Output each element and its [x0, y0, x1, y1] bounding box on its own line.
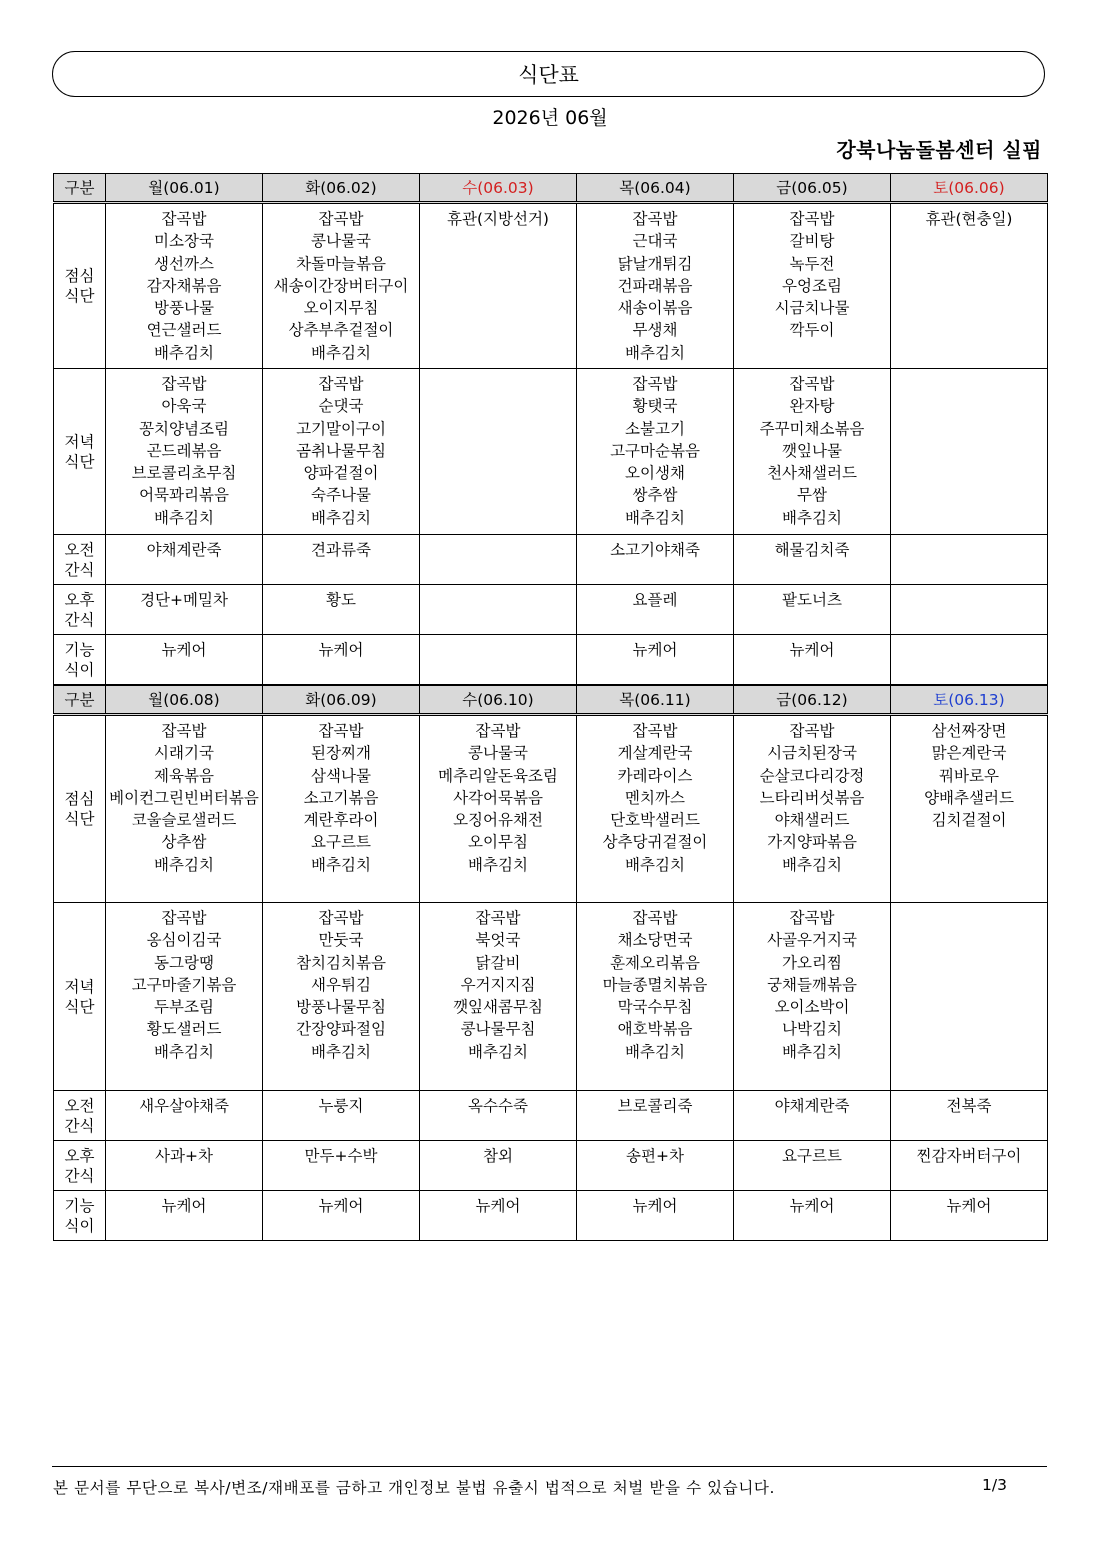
lunch-cell	[263, 715, 420, 903]
menu-item: 뉴케어	[475, 1197, 521, 1215]
week-1-menu-table	[53, 173, 1048, 685]
menu-item: 사각어묵볶음	[453, 788, 543, 807]
menu-item: 차돌마늘볶음	[296, 254, 386, 273]
menu-item: 견과류죽	[311, 541, 371, 559]
menu-item: 계란후라이	[303, 811, 379, 830]
pm-snack-row	[54, 1141, 1048, 1191]
lunch-cell	[106, 203, 263, 369]
dinner-cell	[106, 903, 263, 1091]
menu-item: 상추당귀겉절이	[602, 833, 708, 852]
menu-item: 옥수수죽	[468, 1097, 528, 1115]
lunch-cell	[420, 715, 577, 903]
menu-item: 간장양파절임	[296, 1020, 386, 1039]
func-meal-cell	[263, 1191, 420, 1241]
menu-item: 송편+차	[626, 1147, 684, 1165]
menu-item: 요구르트	[311, 833, 371, 852]
row-label-line: 오전	[64, 540, 95, 559]
day-header: 목(06.11)	[577, 686, 734, 715]
dinner-cell	[106, 369, 263, 535]
menu-item: 잡곡밥	[475, 722, 521, 740]
menu-item: 미소장국	[154, 232, 214, 251]
lunch-row-label	[54, 715, 106, 903]
pm-snack-row-label	[54, 585, 106, 635]
menu-item: 갈비탕	[789, 232, 835, 251]
menu-item: 건파래볶음	[617, 276, 693, 295]
menu-item: 요구르트	[782, 1147, 842, 1165]
menu-item: 감자채볶음	[146, 276, 222, 295]
menu-item: 콩나물국	[311, 232, 371, 251]
am-snack-cell	[420, 535, 577, 585]
pm-snack-cell	[891, 1141, 1048, 1191]
dinner-row	[54, 903, 1048, 1091]
dinner-cell	[420, 369, 577, 535]
row-label-line: 간식	[64, 610, 95, 629]
menu-item: 배추김치	[625, 855, 685, 874]
menu-item: 단호박샐러드	[610, 811, 700, 830]
menu-item: 깍두이	[789, 321, 835, 340]
menu-item: 야채계란죽	[146, 541, 222, 559]
menu-item: 꿔바로우	[939, 766, 999, 785]
menu-item: 연근샐러드	[146, 321, 222, 340]
menu-item: 야채계란죽	[774, 1097, 850, 1115]
header-label: 구분	[54, 174, 106, 203]
func-meal-cell	[734, 635, 891, 685]
menu-item: 배추김치	[625, 1042, 685, 1061]
menu-item: 양배추샐러드	[924, 788, 1014, 807]
menu-item: 배추김치	[468, 855, 528, 874]
menu-item: 배추김치	[311, 1042, 371, 1061]
func-meal-row	[54, 1191, 1048, 1241]
menu-item: 야채샐러드	[774, 811, 850, 830]
lunch-cell	[577, 715, 734, 903]
am-snack-cell	[106, 535, 263, 585]
pm-snack-cell	[263, 585, 420, 635]
row-label-line: 오후	[64, 1146, 95, 1165]
row-label-line: 오전	[64, 1096, 95, 1115]
menu-item: 황탯국	[632, 397, 678, 416]
page-title: 식단표	[518, 63, 579, 87]
menu-item: 잡곡밥	[632, 722, 678, 740]
day-header: 수(06.10)	[420, 686, 577, 715]
menu-item: 휴관(지방선거)	[447, 210, 549, 228]
menu-item: 우엉조림	[782, 276, 842, 295]
menu-item: 깻잎새콤무침	[453, 998, 543, 1017]
menu-item: 잡곡밥	[789, 210, 835, 228]
menu-item: 꽁치양념조림	[139, 419, 229, 438]
menu-item: 잡곡밥	[318, 722, 364, 740]
menu-item: 근대국	[632, 232, 678, 251]
lunch-row	[54, 715, 1048, 903]
pm-snack-cell	[577, 585, 734, 635]
menu-item: 오이무침	[468, 833, 528, 852]
lunch-cell	[734, 715, 891, 903]
dinner-cell	[734, 369, 891, 535]
menu-item: 브로콜리초무침	[131, 464, 237, 483]
row-label-line: 저녁	[64, 977, 95, 996]
row-label-line: 간식	[64, 560, 95, 579]
menu-item: 동그랑땡	[154, 953, 214, 972]
menu-item: 배추김치	[154, 1042, 214, 1061]
menu-item: 배추김치	[625, 508, 685, 527]
menu-item: 무생채	[632, 321, 678, 340]
menu-item: 훈제오리볶음	[610, 953, 700, 972]
menu-item: 쌍추쌈	[632, 486, 678, 505]
menu-item: 배추김치	[154, 508, 214, 527]
menu-item: 제육볶음	[154, 766, 214, 785]
dinner-cell	[577, 903, 734, 1091]
menu-item: 참외	[483, 1147, 513, 1165]
dinner-row-label	[54, 369, 106, 535]
func-meal-row	[54, 635, 1048, 685]
am-snack-cell	[263, 535, 420, 585]
menu-item: 깻잎나물	[782, 441, 842, 460]
am-snack-row-label	[54, 535, 106, 585]
pm-snack-row	[54, 585, 1048, 635]
menu-item: 전복죽	[946, 1097, 992, 1115]
row-label-line: 저녁	[64, 432, 95, 451]
am-snack-cell	[891, 1091, 1048, 1141]
day-header: 토(06.13)	[891, 686, 1048, 715]
menu-item: 느타리버섯볶음	[759, 788, 865, 807]
menu-item: 만둣국	[318, 931, 364, 950]
func-meal-cell	[577, 635, 734, 685]
func-meal-cell	[891, 635, 1048, 685]
menu-item: 사과+차	[155, 1147, 213, 1165]
menu-item: 삼선짜장면	[931, 722, 1007, 740]
menu-item: 양파겉절이	[303, 464, 379, 483]
menu-item: 애호박볶음	[617, 1020, 693, 1039]
menu-item: 닭날개튀김	[617, 254, 693, 273]
dinner-cell	[420, 903, 577, 1091]
row-label-line: 간식	[64, 1116, 95, 1135]
menu-item: 베이컨그린빈버터볶음	[109, 788, 259, 807]
row-label-line: 오후	[64, 590, 95, 609]
menu-item: 어묵꽈리볶음	[139, 486, 229, 505]
menu-item: 뉴케어	[632, 641, 678, 659]
menu-item: 누룽지	[318, 1097, 364, 1115]
menu-item: 옹심이김국	[146, 931, 222, 950]
menu-item: 해물김치죽	[774, 541, 850, 559]
row-label-line: 기능	[64, 640, 95, 659]
func-meal-cell	[420, 1191, 577, 1241]
am-snack-row-label	[54, 1091, 106, 1141]
row-label-line: 식단	[64, 997, 95, 1016]
pm-snack-cell	[106, 1141, 263, 1191]
menu-item: 가오리찜	[782, 953, 842, 972]
menu-item: 생선까스	[154, 254, 214, 273]
menu-item: 배추김치	[154, 343, 214, 362]
menu-item: 잡곡밥	[632, 210, 678, 228]
am-snack-row	[54, 535, 1048, 585]
menu-item: 배추김치	[782, 855, 842, 874]
footer-divider	[52, 1466, 1047, 1467]
menu-item: 가지양파볶음	[767, 833, 857, 852]
menu-item: 게살계란국	[617, 744, 693, 763]
menu-item: 시래기국	[154, 744, 214, 763]
am-snack-cell	[577, 1091, 734, 1141]
menu-item: 오이생채	[625, 464, 685, 483]
row-label-line: 식단	[64, 452, 95, 471]
day-header: 토(06.06)	[891, 174, 1048, 203]
menu-item: 만두+수박	[304, 1147, 378, 1165]
menu-item: 코울슬로샐러드	[131, 811, 237, 830]
menu-item: 소고기야채죽	[610, 541, 700, 559]
dinner-cell	[891, 369, 1048, 535]
menu-item: 잡곡밥	[161, 375, 207, 393]
func-meal-cell	[106, 635, 263, 685]
menu-item: 뉴케어	[318, 1197, 364, 1215]
menu-item: 배추김치	[468, 1042, 528, 1061]
func-meal-row-label	[54, 635, 106, 685]
menu-item: 상추쌈	[161, 833, 207, 852]
header-row	[54, 174, 1048, 203]
menu-item: 북엇국	[475, 931, 521, 950]
menu-item: 우거지지짐	[460, 975, 536, 994]
row-label-line: 식단	[64, 810, 95, 828]
dinner-cell	[263, 369, 420, 535]
menu-item: 잡곡밥	[789, 722, 835, 740]
menu-item: 곰취나물무침	[296, 441, 386, 460]
month-label: 2026년 06월	[492, 107, 608, 129]
menu-item: 잡곡밥	[161, 722, 207, 740]
menu-item: 순살코다리강정	[759, 766, 865, 785]
menu-item: 잡곡밥	[318, 210, 364, 228]
lunch-cell	[263, 203, 420, 369]
dinner-cell	[577, 369, 734, 535]
menu-item: 뉴케어	[318, 641, 364, 659]
menu-item: 새우살야채죽	[139, 1097, 229, 1115]
menu-item: 콩나물무침	[460, 1020, 536, 1039]
day-header: 월(06.08)	[106, 686, 263, 715]
menu-item: 새우튀김	[311, 975, 371, 994]
row-label-line: 기능	[64, 1196, 95, 1215]
dinner-row-label	[54, 903, 106, 1091]
menu-item: 고기말이구이	[296, 419, 386, 438]
menu-item: 멘치까스	[625, 788, 685, 807]
lunch-cell	[891, 715, 1048, 903]
am-snack-cell	[734, 535, 891, 585]
menu-item: 황도	[326, 591, 356, 609]
menu-item: 배추김치	[311, 855, 371, 874]
menu-item: 잡곡밥	[789, 909, 835, 927]
menu-item: 녹두전	[789, 254, 835, 273]
menu-item: 맑은계란국	[931, 744, 1007, 763]
menu-item: 시금치나물	[774, 299, 850, 318]
menu-item: 배추김치	[311, 343, 371, 362]
menu-item: 곤드레볶음	[146, 441, 222, 460]
menu-item: 카레라이스	[617, 766, 693, 785]
page-title-box	[52, 51, 1045, 97]
am-snack-cell	[891, 535, 1048, 585]
menu-item: 새송이간장버터구이	[273, 276, 409, 295]
func-meal-cell	[891, 1191, 1048, 1241]
menu-item: 브로콜리죽	[617, 1097, 693, 1115]
menu-item: 방풍나물	[154, 299, 214, 318]
row-label-line: 점심	[64, 267, 95, 285]
dinner-cell	[891, 903, 1048, 1091]
menu-item: 잡곡밥	[789, 375, 835, 393]
menu-item: 아욱국	[161, 397, 207, 416]
row-label-line: 간식	[64, 1166, 95, 1185]
day-header: 목(06.04)	[577, 174, 734, 203]
pm-snack-cell	[263, 1141, 420, 1191]
menu-item: 콩나물국	[468, 744, 528, 763]
organization-name: 강북나눔돌봄센터 실핌	[836, 138, 1042, 162]
lunch-row	[54, 203, 1048, 369]
row-label-line: 식단	[64, 287, 95, 305]
menu-item: 무쌈	[797, 486, 827, 505]
day-header: 월(06.01)	[106, 174, 263, 203]
pm-snack-cell	[734, 1141, 891, 1191]
am-snack-cell	[420, 1091, 577, 1141]
am-snack-cell	[577, 535, 734, 585]
menu-item: 참치김치볶음	[296, 953, 386, 972]
func-meal-cell	[577, 1191, 734, 1241]
dinner-cell	[734, 903, 891, 1091]
menu-item: 배추김치	[154, 855, 214, 874]
pm-snack-cell	[577, 1141, 734, 1191]
menu-item: 김치겉절이	[931, 811, 1007, 830]
menu-item: 오이소박이	[774, 998, 850, 1017]
header-row	[54, 686, 1048, 715]
menu-item: 사골우거지국	[767, 931, 857, 950]
lunch-cell	[106, 715, 263, 903]
dinner-row	[54, 369, 1048, 535]
menu-item: 뉴케어	[161, 1197, 207, 1215]
menu-item: 경단+메밀차	[140, 591, 228, 609]
menu-item: 뉴케어	[161, 641, 207, 659]
row-label-line: 식이	[64, 1216, 95, 1235]
footer-notice: 본 문서를 무단으로 복사/변조/재배포를 금하고 개인정보 불법 유출시 법적으로 처벌 받을 수 있습니다.	[53, 1479, 775, 1497]
menu-item: 된장찌개	[311, 744, 371, 763]
func-meal-cell	[420, 635, 577, 685]
menu-item: 잡곡밥	[632, 909, 678, 927]
lunch-row-label	[54, 203, 106, 369]
pm-snack-cell	[734, 585, 891, 635]
am-snack-row	[54, 1091, 1048, 1141]
menu-item: 방풍나물무침	[296, 998, 386, 1017]
menu-item: 잡곡밥	[632, 375, 678, 393]
menu-item: 상추부추겉절이	[288, 321, 394, 340]
row-label-line: 식이	[64, 660, 95, 679]
am-snack-cell	[734, 1091, 891, 1141]
pm-snack-cell	[891, 585, 1048, 635]
menu-item: 새송이볶음	[617, 299, 693, 318]
row-label-line: 점심	[64, 790, 95, 808]
menu-item: 두부조림	[154, 998, 214, 1017]
menu-item: 요플레	[632, 591, 678, 609]
menu-item: 뉴케어	[946, 1197, 992, 1215]
lunch-cell	[577, 203, 734, 369]
menu-item: 소고기볶음	[303, 788, 379, 807]
menu-item: 닭갈비	[475, 953, 521, 972]
menu-item: 잡곡밥	[161, 210, 207, 228]
am-snack-cell	[106, 1091, 263, 1141]
menu-item: 배추김치	[782, 508, 842, 527]
week-2-menu-table	[53, 685, 1048, 1241]
menu-item: 순댓국	[318, 397, 364, 416]
menu-item: 막국수무침	[617, 998, 693, 1017]
day-header: 화(06.09)	[263, 686, 420, 715]
menu-item: 뉴케어	[789, 641, 835, 659]
menu-item: 고구마줄기볶음	[131, 975, 237, 994]
menu-item: 고구마순볶음	[610, 441, 700, 460]
menu-item: 황도샐러드	[146, 1020, 222, 1039]
menu-item: 소불고기	[625, 419, 685, 438]
day-header: 금(06.12)	[734, 686, 891, 715]
func-meal-cell	[263, 635, 420, 685]
lunch-cell	[420, 203, 577, 369]
menu-item: 천사채샐러드	[767, 464, 857, 483]
menu-item: 삼색나물	[311, 766, 371, 785]
menu-item: 숙주나물	[311, 486, 371, 505]
func-meal-cell	[734, 1191, 891, 1241]
menu-item: 시금치된장국	[767, 744, 857, 763]
menu-item: 오징어유채전	[453, 811, 543, 830]
menu-item: 팥도너츠	[782, 591, 842, 609]
header-label: 구분	[54, 686, 106, 715]
menu-item: 배추김치	[625, 343, 685, 362]
menu-item: 잡곡밥	[475, 909, 521, 927]
menu-item: 궁채들깨볶음	[767, 975, 857, 994]
dinner-cell	[263, 903, 420, 1091]
pm-snack-row-label	[54, 1141, 106, 1191]
pm-snack-cell	[106, 585, 263, 635]
menu-item: 주꾸미채소볶음	[759, 419, 865, 438]
menu-item: 메추리알돈육조림	[438, 766, 558, 785]
pm-snack-cell	[420, 585, 577, 635]
am-snack-cell	[263, 1091, 420, 1141]
day-header: 금(06.05)	[734, 174, 891, 203]
menu-item: 나박김치	[782, 1020, 842, 1039]
pm-snack-cell	[420, 1141, 577, 1191]
func-meal-cell	[106, 1191, 263, 1241]
menu-item: 완자탕	[789, 397, 835, 416]
lunch-cell	[891, 203, 1048, 369]
menu-item: 뉴케어	[632, 1197, 678, 1215]
menu-item: 잡곡밥	[161, 909, 207, 927]
func-meal-row-label	[54, 1191, 106, 1241]
menu-item: 뉴케어	[789, 1197, 835, 1215]
menu-item: 휴관(현충일)	[925, 210, 1013, 228]
menu-item: 채소당면국	[617, 931, 693, 950]
menu-item: 오이지무침	[303, 299, 379, 318]
menu-item: 배추김치	[782, 1042, 842, 1061]
lunch-cell	[734, 203, 891, 369]
page-number: 1/3	[982, 1476, 1007, 1494]
menu-item: 배추김치	[311, 508, 371, 527]
day-header: 화(06.02)	[263, 174, 420, 203]
menu-item: 잡곡밥	[318, 909, 364, 927]
menu-item: 잡곡밥	[318, 375, 364, 393]
menu-item: 찐감자버터구이	[916, 1147, 1022, 1165]
day-header: 수(06.03)	[420, 174, 577, 203]
menu-item: 마늘종멸치볶음	[602, 975, 708, 994]
